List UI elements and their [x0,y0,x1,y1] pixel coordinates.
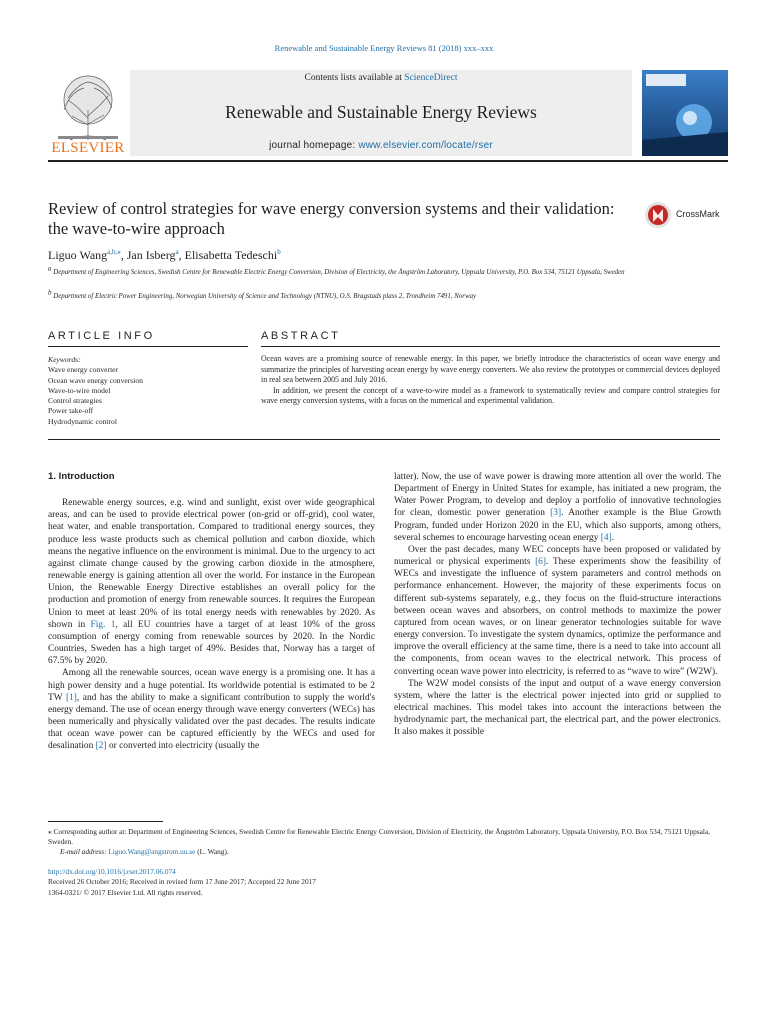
publication-info [48,867,720,898]
body-paragraph: latter). Now, the use of wave power is drawing more attention all over the world. The Department of Energy in United States for example, has initiated a new program, the Water Power Program, to develop and deploy a portfolio of innovative technologies for clean, domestic power generation [3]. Another example is the Blue Growth Program, funded under Horizon 2020 in the EU, which also supports, among others, several schemes to encourage harvesting ocean energy [4]. [394,472,721,543]
crossmark-badge[interactable] [644,201,734,229]
journal-cover-image [642,70,728,156]
publisher-wordmark: ELSEVIER [51,140,125,156]
affiliation-a: $^a$ Department of Engineering Sciences, Swedish Centre for Renewable Electric Energy Conversion, Division of Electricity, the Ångström Laboratory, Uppsala University, P.O. Box 534, 75121 Uppsala, Sweden [48,264,625,276]
author-1[interactable]: Liguo Wang$^{a,b,⁎}$ [48,248,121,262]
masthead-divider [48,160,728,162]
keywords-label: Keywords: [48,355,81,364]
received-dates: Received 26 October 2016; Received in revised form 17 June 2017; Accepted 22 June 2017 [48,877,316,887]
body-paragraph: Over the past decades, many WEC concepts have been proposed or validated by numerical or physical experiments [6]. These experiments show the feasibility of WECs and investigate the influence of system parameters and control methods on performance enhancement. However, the majority of these experiments focus on different sub-systems separately, e.g., they focus on the fluid-structure interactions between ocean waves and absorbers, on control methods to maximize the power captured from ocean waves, or on linear generator technologies suitable for wave energy conversion. To investigate the system dynamics, optimize the performance and improve the overall efficiency at the same time, there is a need to take into account all the components, from ocean waves to the electrical network. This process of converting ocean wave power into electricity, is referred to as “wave to wire” (W2W). [394,544,721,677]
journal-cover-thumbnail[interactable] [642,70,728,156]
keyword-item: Power take-off [48,406,94,416]
doi-link[interactable]: http://dx.doi.org/10.1016/j.rser.2017.06.074 [48,867,176,876]
copyright-line: 1364-0321/ © 2017 Elsevier Ltd. All rights reserved. [48,887,203,897]
crossmark-label: CrossMark [676,209,720,219]
keyword-item: Ocean wave energy conversion [48,375,143,385]
journal-masthead [48,70,728,158]
abstract-paragraph: Ocean waves are a promising source of renewable energy. In this paper, we briefly introduce the characteristics of ocean wave energy and summarize the principles of harvesting ocean energy by wave energy converters. We also review the prototypes or commercial devices deployed in real sea between 2005 and July 2016. [261,354,720,385]
author-2[interactable]: Jan Isberg$^a$ [126,248,179,262]
email-link[interactable]: Liguo.Wang@angstrom.uu.se [108,847,196,856]
reference-link[interactable]: [3] [550,508,562,519]
keywords-block [48,355,253,427]
body-column-right [394,471,721,738]
reference-link[interactable]: [4] [600,532,612,543]
abstract-divider [261,346,720,347]
keyword-item: Hydrodynamic control [48,416,117,426]
footnote-divider [48,821,163,822]
article-info-divider [48,346,248,347]
body-column-left [48,471,375,752]
crossmark-icon [644,201,672,229]
author-list: Liguo Wang$^{a,b,⁎}$, Jan Isberg$^a$, Elisabetta Tedeschi$^b$ [48,248,281,262]
elsevier-logo [48,70,128,158]
front-matter-divider [48,439,720,440]
body-paragraph: The W2W model consists of the input and output of a wave energy conversion system, where the latter is the electrical power injected into grid or supplied to electrical machines. This model takes into account the interactions between the hydrodynamic part, the mechanical part, the electrical part, and the power electronics. It also makes it possible [394,678,721,738]
journal-name: Renewable and Sustainable Energy Reviews [225,102,537,122]
keyword-item: Wave-to-wire model [48,385,111,395]
reference-link[interactable]: [1] [65,692,77,703]
keyword-item: Wave energy converter [48,365,119,375]
abstract-text [261,354,720,407]
corresponding-author-footnote: ⁎ Corresponding author at: Department of Engineering Sciences, Swedish Centre for Renewable Electric Energy Conversion, Division of Electricity, the Ångström Laboratory, Uppsala University, P.O. Box 534, 75121 Uppsala, Sweden. E-mail address: Liguo.Wang@angstrom.uu.se (L. Wang). [48,827,710,856]
article-info-heading: ARTICLE INFO [48,330,155,342]
sciencedirect-link[interactable]: ScienceDirect [404,73,458,83]
contents-line: Contents lists available at ScienceDirect [304,73,458,83]
affiliation-b: $^b$ Department of Electric Power Engineering, Norwegian University of Science and Technology (NTNU), O.S. Bragstads plass 2, Trondheim 7491, Norway [48,288,477,300]
section-heading-introduction: 1. Introduction [48,471,115,482]
journal-citation: Renewable and Sustainable Energy Reviews 81 (2018) xxx–xxx [274,43,494,53]
journal-homepage-line: journal homepage: www.elsevier.com/locate/rser [269,140,493,151]
abstract-paragraph: In addition, we present the concept of a wave-to-wire model as a framework to systematically review and compare control strategies for wave energy conversion systems, with a focus on the numerical and experimental validation. [261,385,720,406]
article-title: Review of control strategies for wave energy conversion systems and their validation: the wave-to-wire approach [48,199,615,238]
reference-link[interactable]: [2] [95,741,107,752]
body-paragraph: Among all the renewable sources, ocean wave energy is a promising one. It has a high power density and a huge potential. Its worldwide potential is estimated to be 2 TW [1], and has the ability to make a significant contribution to supply the world's energy demand. The use of ocean energy through wave energy converters (WECs) has been numerically and physically validated over the past decades. The results indicate that ocean wave power can be captured efficiently by the WECs and used for desalination [2] or converted into electricity (usually the [48,668,376,752]
masthead-banner [130,70,632,156]
journal-homepage-link[interactable]: www.elsevier.com/locate/rser [358,140,493,151]
author-3[interactable]: Elisabetta Tedeschi$^b$ [184,248,281,262]
keyword-item: Control strategies [48,396,102,406]
body-paragraph: Renewable energy sources, e.g. wind and sunlight, exist over wide geographical areas, and can be used to provide electrical power (on-grid or off-grid), cool water, heat water, and enable transportation. Compared to traditional energy sources, they produce less waste products such as chemical pollution and carbon dioxide, which means the negative influence on the environment is minimal. Due to the urgency to act against climate change caused by the growing carbon dioxide in the atmosphere, renewable energy is gaining attention all over the world. For instance in the European Union, the Renewable Energy Directive establishes an overall policy for the production and promotion of energy from renewable sources. It requires the European Union to meet at least 20% of its total energy needs with renewables by 2020. As shown in Fig. 1, all EU countries have a target of at least 10% of the gross consumption of energy coming from renewable sources by 2020. In the Nordic Countries, Sweden has a high target of 49%. Besides that, Norway has a target of 67.5% by 2020. [48,498,375,667]
abstract-heading: ABSTRACT [261,330,341,342]
figure-link[interactable]: Fig. 1 [90,619,116,630]
reference-link[interactable]: [6] [535,557,546,568]
